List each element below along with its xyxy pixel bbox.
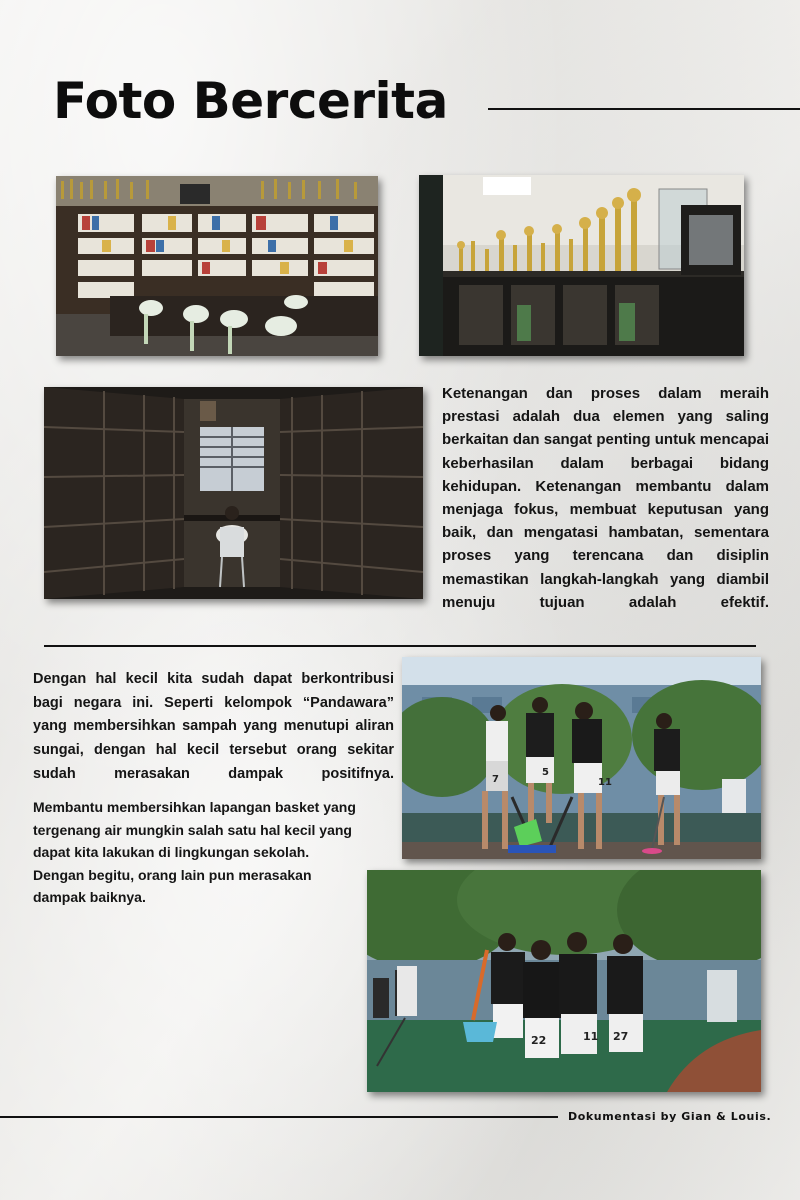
photo-credit: Dokumentasi by Gian & Louis. xyxy=(568,1110,772,1123)
jersey-number-7: 7 xyxy=(492,774,499,785)
library-aisle-photo xyxy=(44,387,423,599)
trophy-shelf-photo xyxy=(419,175,744,356)
library-room-photo xyxy=(56,176,378,356)
section1-paragraph: Ketenangan dan proses dalam meraih prestasi adalah dua elemen yang saling berkaitan dan sangat penting untuk mencapai keberhasilan dalam berbagai bidang kehidupan. Ketenangan membantu dalam menjaga fokus, membuat keputusan yang baik, dan mengatasi hambatan, sementara proses yang terencana dan disiplin memastikan langkah-langkah yang diambil menuju tujuan adalah efektif. xyxy=(442,385,769,611)
jersey-number-22: 22 xyxy=(531,1034,547,1047)
footer-divider xyxy=(0,1116,558,1118)
section-divider xyxy=(44,645,756,647)
title-divider xyxy=(488,108,800,110)
section2-paragraph-2: Membantu membersihkan lapangan basket yang tergenang air mungkin salah satu hal kecil yang dapat kita lakukan di lingkungan sekolah. Dengan begitu, orang lain pun merasakan dampak baiknya. xyxy=(33,799,356,905)
jersey-number-27: 27 xyxy=(613,1030,629,1043)
court-sweeping-photo xyxy=(402,657,761,859)
section2-paragraph-1: Dengan hal kecil kita sudah dapat berkontribusi bagi negara ini. Seperti kelompok “Pandawara” yang membersihkan sampah yang menutupi aliran sungai, dengan hal kecil tersebut orang sekitar sudah merasakan dampak positifnya. xyxy=(33,671,394,782)
jersey-number-11: 11 xyxy=(598,777,612,788)
page-title: Foto Bercerita xyxy=(53,72,448,130)
group-pose-photo xyxy=(367,870,761,1092)
jersey-number-5: 5 xyxy=(542,767,549,778)
jersey-number-11-b: 11 xyxy=(583,1030,599,1043)
